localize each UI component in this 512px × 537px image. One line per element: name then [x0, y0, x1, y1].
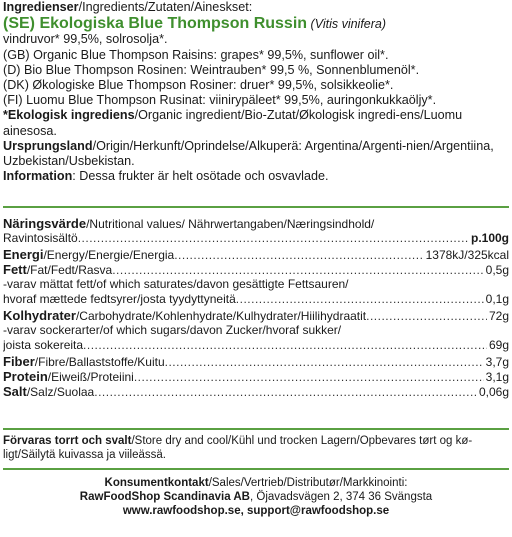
information-bold: Information: [3, 169, 73, 184]
row-label-bold: Kolhydrater: [3, 307, 76, 323]
table-row: [3, 369, 509, 384]
row-label: /Salz/Suolaa: [26, 385, 95, 400]
company-address: , Öjavadsvägen 2, 374 36 Svängsta: [249, 491, 433, 503]
table-row: [3, 308, 509, 323]
table-row: [3, 384, 509, 399]
company-name: RawFoodShop Scandinavia AB: [79, 491, 250, 503]
row-value: 1378kJ/325kcal: [425, 247, 509, 262]
row-label: /Energy/Energie/Energia: [43, 247, 175, 262]
product-title: [3, 16, 509, 32]
row-label: hvoraf mættede fedtsyrer/josta tyydyttyneitä: [3, 292, 236, 307]
nutrition-header-bold: Näringsvärde: [3, 216, 87, 231]
table-row: [3, 247, 509, 262]
nutrition-header-rest: /Nutritional values/ Nährwertangaben/Næringsindhold/: [86, 217, 375, 231]
origin-rest: /Origin/Herkunft/Oprindelse/Alkuperä: Argentina/Argenti-nien/Argentiina, Uzbekistan/Usbekistan.: [3, 138, 494, 169]
table-row: [3, 262, 509, 277]
ingredients-section: [3, 0, 509, 184]
product-title-text: (SE) Ekologiska Blue Thompson Russin: [3, 15, 308, 33]
per-label: Ravintosisältö: [3, 231, 78, 246]
row-value: 0,5g: [485, 262, 509, 277]
contact-web: [3, 504, 509, 518]
ingredient-line: (D) Bio Blue Thompson Rosinen: Weintrauben* 99,5 %, Sonnenblumenöl*.: [3, 62, 420, 77]
ingredient-line: (GB) Organic Blue Thompson Raisins: grapes* 99,5%, sunflower oil*.: [3, 47, 389, 62]
contact-web-text: www.rawfoodshop.se, support@rawfoodshop.se: [122, 505, 390, 517]
row-value: 69g: [488, 338, 509, 353]
row-label-bold: Fiber: [3, 353, 35, 369]
row-value: 3,7g: [485, 354, 509, 369]
sugars-line: -varav sockerarter/of which sugars/davon Zucker/hvoraf sukker/: [3, 323, 342, 338]
storage-note: [3, 434, 509, 462]
divider: [3, 428, 509, 430]
divider: [3, 206, 509, 208]
row-value: 0,1g: [485, 292, 509, 307]
row-label: joista sokereita: [3, 338, 84, 353]
ingredient-line: (DK) Økologiske Blue Thompson Rosiner: druer* 99,5%, solsikkeolie*.: [3, 78, 394, 93]
storage-rest: /Store dry and cool/Kühl und trocken Lagern/Opbevares tørt og kø-ligt/Säilytä kuivassa ja viileässä.: [3, 435, 473, 461]
nutrition-header: [3, 216, 509, 231]
contact-bold: Konsumentkontakt: [104, 477, 209, 489]
information: [3, 169, 509, 184]
contact-rest: /Sales/Vertrieb/Distributør/Markkinointi:: [208, 477, 408, 489]
organic-note-bold: *Ekologisk ingrediens: [3, 108, 135, 123]
row-value: 3,1g: [485, 369, 509, 384]
table-row: [3, 354, 509, 369]
row-label: /Fibre/Ballaststoffe/Kuitu: [34, 354, 165, 369]
ingredients-header: [3, 0, 509, 15]
information-rest: : Dessa frukter är helt osötade och osvavlade.: [72, 169, 329, 184]
row-label-bold: Energi: [3, 246, 44, 262]
per-row: [3, 231, 509, 246]
latin-name: (Vitis vinifera): [310, 17, 387, 32]
row-label: /Fat/Fedt/Rasva: [26, 262, 113, 277]
table-row: [3, 292, 509, 307]
row-label: /Carbohydrate/Kohlenhydrate/Kulhydrater/Hiilihydraatit: [75, 308, 367, 323]
row-label-bold: Fett: [3, 261, 27, 277]
row-label: /Eiweiß/Proteiini: [47, 369, 134, 384]
per-value: p.100g: [470, 231, 509, 246]
ingredient-line: vindruvor* 99,5%, solrosolja*.: [3, 32, 168, 47]
ingredient-line: (FI) Luomu Blue Thompson Rusinat: viinirypäleet* 99,5%, auringonkukkaöljy*.: [3, 93, 437, 108]
origin: [3, 139, 509, 169]
organic-note-rest: /Organic ingredient/Bio-Zutat/Økologisk ingredi-ens/Luomu ainesosa.: [3, 108, 463, 138]
organic-note: [3, 108, 509, 138]
origin-bold: Ursprungsland: [3, 138, 93, 153]
nutrition-table: [3, 216, 509, 400]
saturates-line: -varav mättat fett/of which saturates/davon gesättigte Fettsauren/: [3, 277, 349, 292]
row-value: 0,06g: [478, 385, 509, 400]
row-label-bold: Salt: [3, 384, 27, 400]
contact-address: [3, 490, 509, 504]
contact-section: [3, 476, 509, 518]
contact-header: [3, 476, 509, 490]
row-value: 72g: [488, 308, 509, 323]
ingredients-header-rest: /Ingredients/Zutaten/Aineskset:: [78, 0, 253, 14]
table-row: [3, 338, 509, 353]
row-label-bold: Protein: [3, 368, 48, 384]
divider: [3, 468, 509, 470]
storage-bold: Förvaras torrt och svalt: [3, 435, 132, 447]
ingredients-header-bold: Ingredienser: [3, 0, 79, 14]
